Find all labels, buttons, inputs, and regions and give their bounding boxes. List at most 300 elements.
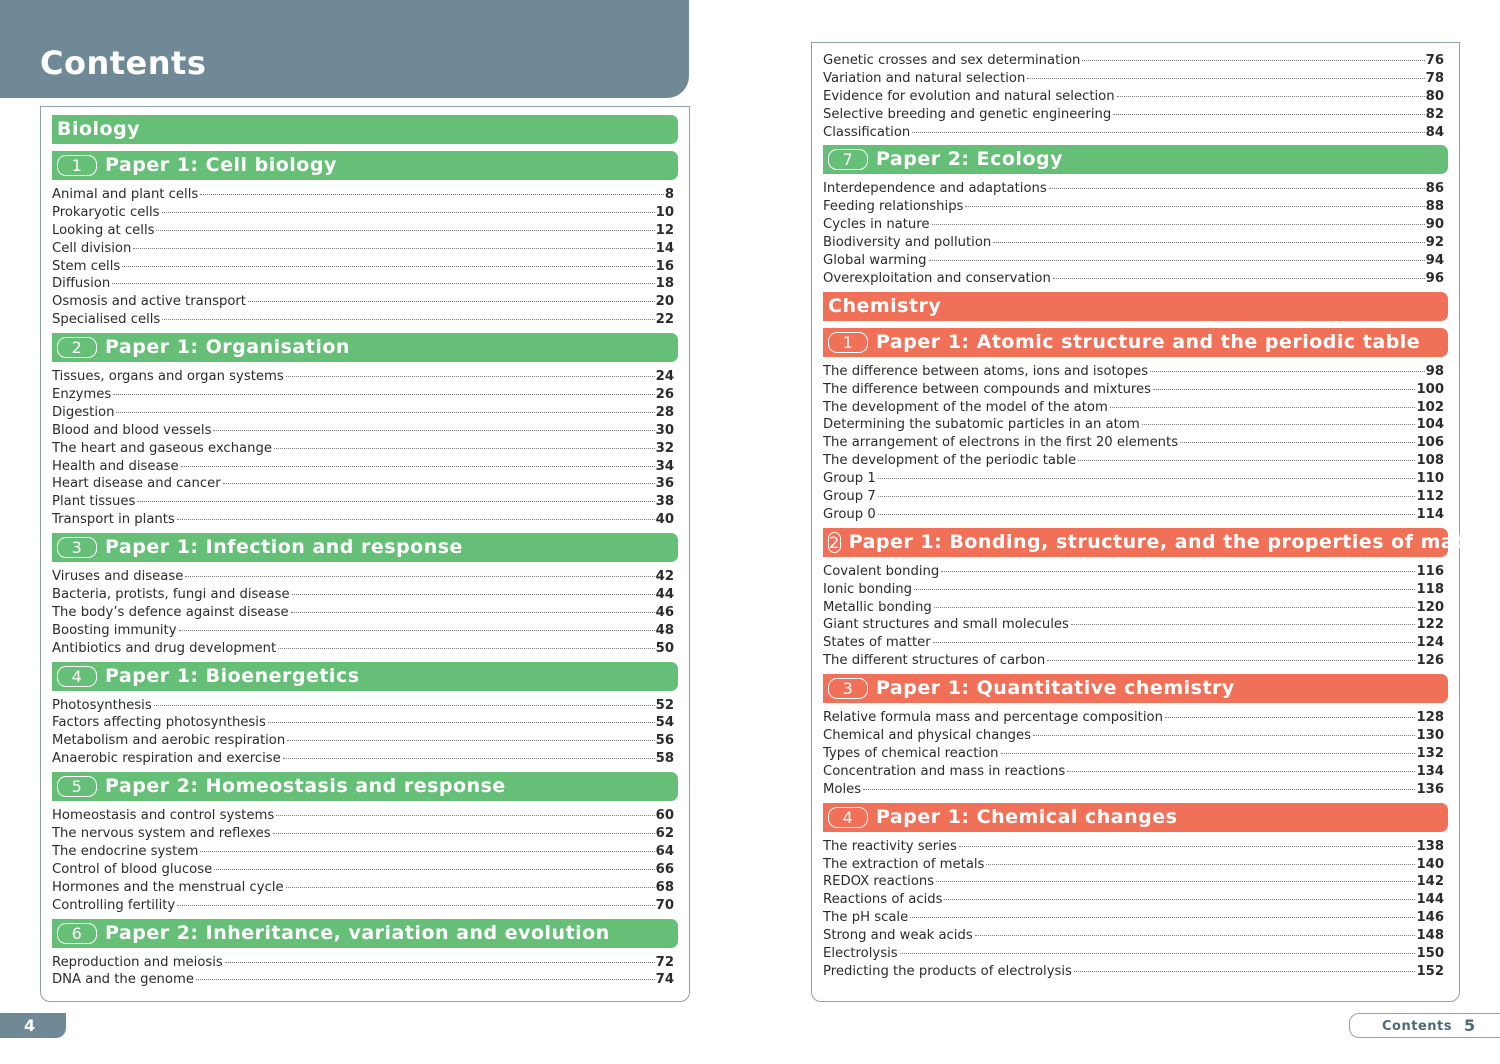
dot-leader <box>934 607 1416 608</box>
chapter-number-badge: 3 <box>828 678 868 699</box>
chapter-number-badge: 3 <box>57 537 97 558</box>
toc-entry[interactable] <box>52 511 678 529</box>
toc-entry[interactable] <box>823 963 1448 981</box>
dot-leader <box>162 319 654 320</box>
entry-title: The different structures of carbon <box>823 653 1046 669</box>
chapter-title: Paper 1: Infection and response <box>105 536 463 559</box>
dot-leader <box>283 758 655 759</box>
toc-entry[interactable] <box>823 452 1448 470</box>
dot-leader <box>286 376 655 377</box>
toc-block <box>823 292 1448 321</box>
toc-entry[interactable] <box>52 954 678 972</box>
chapter-title: Paper 1: Organisation <box>105 336 350 359</box>
entry-title: The development of the periodic table <box>823 453 1077 469</box>
chapter-title: Paper 1: Quantitative chemistry <box>876 677 1235 700</box>
footer-right-tab <box>1349 1013 1500 1038</box>
dot-leader <box>878 496 1416 497</box>
entry-page-number: 56 <box>655 733 674 749</box>
page-number-right: 5 <box>1464 1016 1476 1035</box>
dot-leader <box>863 789 1415 790</box>
toc-entry[interactable] <box>823 234 1448 252</box>
entry-title: Boosting immunity <box>52 622 177 638</box>
entry-page-number: 90 <box>1425 217 1444 233</box>
toc-entry[interactable] <box>823 727 1448 745</box>
chapter-title: Paper 1: Bonding, structure, and the properties of matter <box>848 530 1497 553</box>
dot-leader <box>1180 442 1415 443</box>
toc-block <box>823 52 1448 145</box>
dot-leader <box>248 301 655 302</box>
entry-page-number: 142 <box>1416 874 1444 890</box>
entry-page-number: 50 <box>655 640 674 656</box>
chapter-number-badge: 2 <box>829 532 840 552</box>
toc-entry[interactable] <box>823 106 1448 124</box>
entry-title: Looking at cells <box>52 222 155 238</box>
dot-leader <box>286 887 655 888</box>
entry-title: Blood and blood vessels <box>52 422 212 438</box>
entry-title: Selective breeding and genetic engineering <box>823 106 1112 122</box>
entry-title: Factors affecting photosynthesis <box>52 715 266 731</box>
entry-page-number: 30 <box>655 422 674 438</box>
toc-entry[interactable] <box>823 745 1448 763</box>
toc-block <box>52 919 678 994</box>
dot-leader <box>292 594 655 595</box>
toc-entry[interactable] <box>823 909 1448 927</box>
entry-title: Diffusion <box>52 276 111 292</box>
spacer <box>823 981 1448 985</box>
entry-page-number: 152 <box>1416 963 1444 979</box>
entry-page-number: 68 <box>655 879 674 895</box>
entry-title: Antibiotics and drug development <box>52 640 277 656</box>
dot-leader <box>223 483 655 484</box>
toc-entry[interactable] <box>52 368 678 386</box>
chapter-title: Paper 1: Cell biology <box>105 154 337 176</box>
entry-page-number: 34 <box>655 458 674 474</box>
toc-entry[interactable] <box>823 599 1448 617</box>
chapter-title: Paper 1: Atomic structure and the periodic table <box>876 330 1421 353</box>
chapter-title: Paper 2: Inheritance, variation and evolution <box>105 921 610 944</box>
entry-page-number: 118 <box>1416 581 1444 597</box>
entry-title: REDOX reactions <box>823 874 935 890</box>
subject-heading: Biology <box>52 115 678 144</box>
toc-entry[interactable] <box>52 586 678 604</box>
footer-label: Contents <box>1382 1019 1452 1034</box>
entry-title: The arrangement of electrons in the first 20 elements <box>823 435 1179 451</box>
toc-entry[interactable] <box>823 581 1448 599</box>
toc-block <box>823 145 1448 291</box>
chapter-heading[interactable] <box>823 328 1448 357</box>
toc-entry[interactable] <box>52 275 678 293</box>
dot-leader <box>154 705 655 706</box>
toc-entry[interactable] <box>823 927 1448 945</box>
entry-title: Variation and natural selection <box>823 70 1026 86</box>
entry-page-number: 138 <box>1416 838 1444 854</box>
toc-entry[interactable] <box>52 458 678 476</box>
chapter-number-badge: 2 <box>57 337 97 358</box>
dot-leader <box>214 869 654 870</box>
chapter-number-badge: 7 <box>828 149 868 170</box>
left-column <box>52 107 678 993</box>
toc-entry[interactable] <box>52 222 678 240</box>
toc-entry[interactable] <box>52 697 678 715</box>
page-number-left: 4 <box>0 1013 66 1038</box>
entry-page-number: 132 <box>1416 745 1444 761</box>
chapter-number-badge: 5 <box>57 776 97 797</box>
dot-leader <box>177 905 654 906</box>
entry-title: The difference between compounds and mixtures <box>823 381 1152 397</box>
dot-leader <box>116 412 654 413</box>
toc-entry[interactable] <box>823 763 1448 781</box>
toc-entry[interactable] <box>823 488 1448 506</box>
entry-page-number: 16 <box>655 258 674 274</box>
dot-leader <box>1049 188 1425 189</box>
toc-entry[interactable] <box>52 750 678 768</box>
chapter-title: Paper 2: Homeostasis and response <box>105 775 506 798</box>
toc-entry[interactable] <box>823 363 1448 381</box>
chapter-heading[interactable] <box>52 662 678 691</box>
contents-panel-left <box>40 106 690 1002</box>
entry-title: The pH scale <box>823 910 909 926</box>
toc-entry[interactable] <box>52 422 678 440</box>
entry-title: Control of blood glucose <box>52 861 213 877</box>
entry-page-number: 84 <box>1425 124 1444 140</box>
toc-block <box>823 328 1448 528</box>
toc-entry[interactable] <box>823 52 1448 70</box>
toc-entry[interactable] <box>823 216 1448 234</box>
entry-title: Plant tissues <box>52 494 136 510</box>
entry-title: Homeostasis and control systems <box>52 808 275 824</box>
toc-entry[interactable] <box>52 861 678 879</box>
dot-leader <box>1082 60 1424 61</box>
entry-page-number: 54 <box>655 715 674 731</box>
toc-entry[interactable] <box>52 604 678 622</box>
entry-title: Evidence for evolution and natural selection <box>823 88 1115 104</box>
entry-title: Group 0 <box>823 506 876 522</box>
entry-page-number: 40 <box>655 512 674 528</box>
dot-leader <box>965 206 1424 207</box>
toc-entry[interactable] <box>823 945 1448 963</box>
dot-leader <box>1142 424 1416 425</box>
entry-title: The extraction of metals <box>823 856 985 872</box>
dot-leader <box>1113 114 1424 115</box>
toc-entry[interactable] <box>823 470 1448 488</box>
toc-entry[interactable] <box>52 204 678 222</box>
chapter-heading[interactable] <box>52 333 678 362</box>
entry-page-number: 94 <box>1425 253 1444 269</box>
dot-leader <box>932 224 1425 225</box>
entry-title: Reproduction and meiosis <box>52 954 223 970</box>
dot-leader <box>1001 753 1416 754</box>
dot-leader <box>137 501 654 502</box>
dot-leader <box>1047 660 1415 661</box>
entry-page-number: 8 <box>664 187 674 202</box>
entry-title: Types of chemical reaction <box>823 745 999 761</box>
entry-page-number: 52 <box>655 697 674 713</box>
entry-page-number: 32 <box>655 440 674 456</box>
entry-page-number: 48 <box>655 622 674 638</box>
entry-page-number: 18 <box>655 276 674 292</box>
toc-entry[interactable] <box>823 506 1448 524</box>
chapter-number-badge: 1 <box>57 155 97 176</box>
toc-entry[interactable] <box>52 440 678 458</box>
entry-title: Heart disease and cancer <box>52 476 221 492</box>
entry-title: Metabolism and aerobic respiration <box>52 733 286 749</box>
contents-panel-right <box>811 42 1497 1002</box>
toc-entry[interactable] <box>52 622 678 640</box>
toc-entry[interactable] <box>823 70 1448 88</box>
dot-leader <box>1165 717 1416 718</box>
entry-title: Osmosis and active transport <box>52 294 246 310</box>
entry-page-number: 124 <box>1416 635 1444 651</box>
entry-title: Bacteria, protists, fungi and disease <box>52 587 290 603</box>
entry-page-number: 100 <box>1416 381 1444 397</box>
chapter-heading[interactable] <box>52 533 678 562</box>
toc-entry[interactable] <box>823 709 1448 727</box>
chapter-heading[interactable] <box>823 803 1448 832</box>
entry-page-number: 146 <box>1416 910 1444 926</box>
toc-block <box>823 674 1448 802</box>
dot-leader <box>122 266 654 267</box>
entry-title: Hormones and the menstrual cycle <box>52 879 284 895</box>
toc-entry[interactable] <box>52 311 678 329</box>
entry-title: Global warming <box>823 253 927 269</box>
entry-title: Moles <box>823 781 862 797</box>
toc-entry[interactable] <box>52 386 678 404</box>
toc-entry[interactable] <box>823 781 1448 799</box>
toc-entry[interactable] <box>52 714 678 732</box>
toc-entry[interactable] <box>823 634 1448 652</box>
entry-page-number: 12 <box>655 222 674 238</box>
entry-page-number: 24 <box>655 369 674 385</box>
toc-entry[interactable] <box>52 843 678 861</box>
entry-page-number: 98 <box>1425 363 1444 379</box>
chapter-heading[interactable] <box>823 674 1448 703</box>
entry-page-number: 60 <box>655 808 674 824</box>
toc-entry[interactable] <box>52 293 678 311</box>
toc-entry[interactable] <box>52 825 678 843</box>
entry-page-number: 134 <box>1416 763 1444 779</box>
dot-leader <box>1067 771 1415 772</box>
toc-entry[interactable] <box>823 873 1448 891</box>
toc-block <box>52 533 678 661</box>
dot-leader <box>112 283 654 284</box>
chapter-heading[interactable] <box>823 145 1448 174</box>
entry-title: Interdependence and adaptations <box>823 181 1047 197</box>
entry-title: Transport in plants <box>52 512 175 528</box>
chapter-title: Paper 2: Ecology <box>876 148 1063 171</box>
entry-title: Determining the subatomic particles in an atom <box>823 417 1140 433</box>
entry-page-number: 106 <box>1416 435 1444 451</box>
dot-leader <box>1110 407 1416 408</box>
entry-title: Strong and weak acids <box>823 928 973 944</box>
toc-entry[interactable] <box>52 640 678 658</box>
entry-title: Covalent bonding <box>823 563 940 579</box>
entry-title: Enzymes <box>52 387 112 403</box>
toc-entry[interactable] <box>823 838 1448 856</box>
toc-entry[interactable] <box>52 897 678 915</box>
dot-leader <box>185 576 654 577</box>
entry-page-number: 116 <box>1416 563 1444 579</box>
toc-block <box>52 662 678 773</box>
entry-title: The reactivity series <box>823 838 957 854</box>
toc-entry[interactable] <box>52 971 678 989</box>
chapter-heading[interactable] <box>52 772 678 801</box>
entry-title: The body’s defence against disease <box>52 604 289 620</box>
dot-leader <box>287 740 654 741</box>
toc-entry[interactable] <box>823 270 1448 288</box>
entry-title: Photosynthesis <box>52 697 152 713</box>
toc-entry[interactable] <box>52 475 678 493</box>
dot-leader <box>179 630 655 631</box>
dot-leader <box>912 132 1424 133</box>
dot-leader <box>975 935 1416 936</box>
toc-entry[interactable] <box>823 88 1448 106</box>
entry-page-number: 38 <box>655 494 674 510</box>
toc-entry[interactable] <box>52 493 678 511</box>
entry-page-number: 74 <box>655 972 674 988</box>
entry-title: Predicting the products of electrolysis <box>823 963 1072 979</box>
dot-leader <box>900 953 1416 954</box>
entry-page-number: 88 <box>1425 199 1444 215</box>
toc-entry[interactable] <box>823 252 1448 270</box>
chapter-heading[interactable] <box>52 151 678 180</box>
entry-page-number: 14 <box>655 240 674 256</box>
entry-page-number: 10 <box>655 204 674 220</box>
entry-page-number: 26 <box>655 387 674 403</box>
entry-title: Prokaryotic cells <box>52 204 160 220</box>
subject-heading: Chemistry <box>823 292 1448 321</box>
dot-leader <box>1078 460 1415 461</box>
dot-leader <box>162 212 655 213</box>
toc-entry[interactable] <box>823 180 1448 198</box>
chapter-title: Paper 1: Bioenergetics <box>105 664 360 687</box>
chapter-number-badge: 4 <box>828 807 868 828</box>
dot-leader <box>1153 389 1415 390</box>
dot-leader <box>959 846 1416 847</box>
toc-entry[interactable] <box>52 240 678 258</box>
entry-title: Tissues, organs and organ systems <box>52 369 284 385</box>
entry-title: Feeding relationships <box>823 199 964 215</box>
dot-leader <box>1053 278 1425 279</box>
toc-entry[interactable] <box>52 732 678 750</box>
entry-title: Reactions of acids <box>823 892 943 908</box>
page-title: Contents <box>40 44 207 82</box>
dot-leader <box>225 962 655 963</box>
entry-title: The development of the model of the atom <box>823 399 1108 415</box>
entry-page-number: 58 <box>655 751 674 767</box>
entry-title: Overexploitation and conservation <box>823 270 1051 286</box>
entry-title: Electrolysis <box>823 945 898 961</box>
entry-page-number: 80 <box>1425 88 1444 104</box>
dot-leader <box>944 899 1415 900</box>
entry-page-number: 114 <box>1416 506 1444 522</box>
entry-page-number: 76 <box>1425 53 1444 68</box>
toc-entry[interactable] <box>823 434 1448 452</box>
entry-title: Chemical and physical changes <box>823 728 1032 744</box>
dot-leader <box>910 917 1415 918</box>
dot-leader <box>196 979 655 980</box>
toc-entry[interactable] <box>823 891 1448 909</box>
dot-leader <box>929 260 1425 261</box>
entry-title: DNA and the genome <box>52 972 194 988</box>
entry-page-number: 96 <box>1425 270 1444 286</box>
entry-title: Stem cells <box>52 258 121 274</box>
dot-leader <box>113 394 654 395</box>
entry-page-number: 108 <box>1416 453 1444 469</box>
dot-leader <box>914 589 1415 590</box>
toc-entry[interactable] <box>52 568 678 586</box>
entry-title: The difference between atoms, ions and isotopes <box>823 363 1149 379</box>
toc-entry[interactable] <box>823 416 1448 434</box>
toc-entry[interactable] <box>823 124 1448 142</box>
toc-entry[interactable] <box>823 563 1448 581</box>
toc-block <box>823 528 1497 674</box>
entry-title: Metallic bonding <box>823 599 932 615</box>
chapter-heading[interactable] <box>52 919 678 948</box>
dot-leader <box>213 430 654 431</box>
entry-page-number: 150 <box>1416 945 1444 961</box>
toc-entry[interactable] <box>823 198 1448 216</box>
chapter-title: Paper 1: Chemical changes <box>876 805 1178 828</box>
toc-entry[interactable] <box>823 381 1448 399</box>
toc-entry[interactable] <box>823 616 1448 634</box>
dot-leader <box>156 230 654 231</box>
entry-page-number: 78 <box>1425 70 1444 86</box>
dot-leader <box>941 571 1415 572</box>
entry-page-number: 130 <box>1416 728 1444 744</box>
chapter-number-badge: 6 <box>57 923 97 944</box>
dot-leader <box>1074 971 1416 972</box>
dot-leader <box>276 815 654 816</box>
toc-entry[interactable] <box>52 186 678 204</box>
right-column <box>823 43 1497 985</box>
toc-entry[interactable] <box>823 399 1448 417</box>
chapter-number-badge: 1 <box>828 332 868 353</box>
spacer <box>52 989 678 993</box>
chapter-heading[interactable] <box>823 528 1497 557</box>
entry-page-number: 140 <box>1416 856 1444 872</box>
entry-page-number: 144 <box>1416 892 1444 908</box>
toc-entry[interactable] <box>52 879 678 897</box>
entry-title: Group 7 <box>823 489 876 505</box>
entry-title: Health and disease <box>52 458 179 474</box>
entry-page-number: 62 <box>655 826 674 842</box>
dot-leader <box>993 242 1424 243</box>
entry-page-number: 122 <box>1416 617 1444 633</box>
entry-page-number: 72 <box>655 954 674 970</box>
toc-entry[interactable] <box>823 856 1448 874</box>
entry-page-number: 148 <box>1416 928 1444 944</box>
entry-title: The nervous system and reflexes <box>52 826 271 842</box>
entry-page-number: 128 <box>1416 710 1444 726</box>
dot-leader <box>986 864 1415 865</box>
entry-page-number: 22 <box>655 312 674 328</box>
toc-entry[interactable] <box>52 258 678 276</box>
entry-title: States of matter <box>823 635 931 651</box>
toc-entry[interactable] <box>52 404 678 422</box>
entry-title: Specialised cells <box>52 312 161 328</box>
entry-page-number: 136 <box>1416 781 1444 797</box>
entry-title: The endocrine system <box>52 843 199 859</box>
toc-entry[interactable] <box>823 652 1448 670</box>
entry-title: Digestion <box>52 404 115 420</box>
entry-title: Genetic crosses and sex determination <box>823 53 1081 68</box>
entry-page-number: 42 <box>655 569 674 585</box>
dot-leader <box>200 194 664 195</box>
dot-leader <box>181 466 655 467</box>
entry-page-number: 86 <box>1425 181 1444 197</box>
toc-entry[interactable] <box>52 807 678 825</box>
entry-title: Cell division <box>52 240 132 256</box>
